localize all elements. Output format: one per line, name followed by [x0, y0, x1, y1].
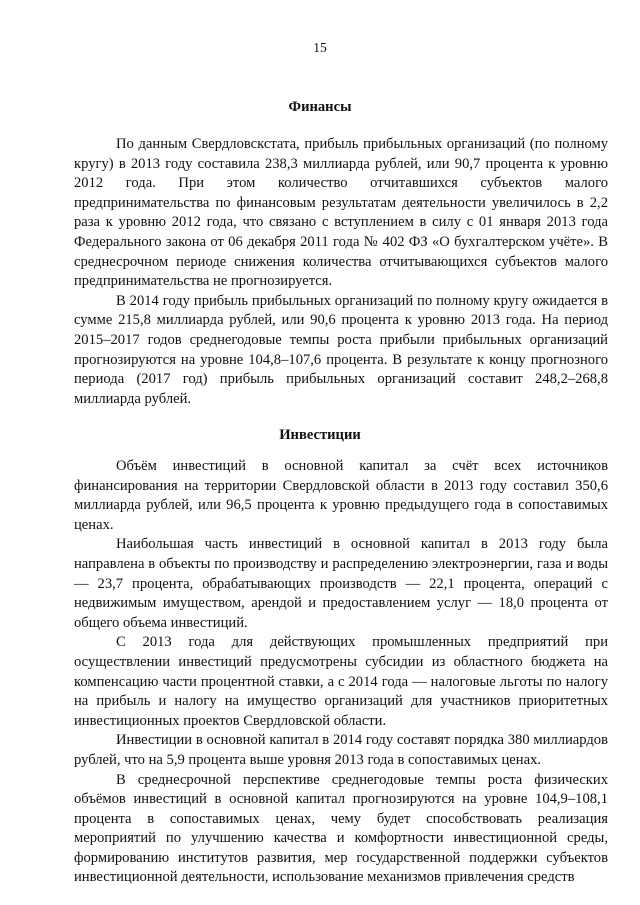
section-heading-investments: Инвестиции — [279, 427, 361, 443]
section-body-investments — [74, 457, 608, 888]
paragraph: В 2014 году прибыль прибыльных организаций по полному кругу ожидается в сумме 215,8 миллиарда рублей, или 90,6 процента к уровню 2013 года. На период 2015–2017 годов среднегодовые темпы роста прибыли прибыльных организаций прогнозируются на уровне 104,8–107,6 процента. В результате к концу прогнозного периода (2017 год) прибыль прибыльных организаций составит 248,2–268,8 миллиарда рублей. — [74, 292, 608, 407]
paragraph: Объём инвестиций в основной капитал за счёт всех источников финансирования на территории Свердловской области в 2013 году составил 350,6 миллиарда рублей, или 96,5 процента к уровню предыдущего года в сопоставимых ценах. — [74, 458, 608, 533]
section-body-finance — [74, 135, 608, 409]
paragraph: Инвестиции в основной капитал в 2014 году составят порядка 380 миллиардов рублей, что на 5,9 процента выше уровня 2013 года в сопоставимых ценах. — [74, 732, 608, 768]
paragraph: В среднесрочной перспективе среднегодовые темпы роста физических объёмов инвестиций в основной капитал прогнозируются на уровне 104,9–108,1 процента в сопоставимых ценах, чему будет способствовать реализация мероприятий по улучшению качества и комфортности инвестиционной среды, формированию институтов развития, мер государственной поддержки субъектов инвестиционной деятельности, использование механизмов привлечения средств — [74, 771, 608, 886]
paragraph: По данным Свердловскстата, прибыль прибыльных организаций (по полному кругу) в 2013 году составила 238,3 миллиарда рублей, или 90,7 процента к уровню 2012 года. При этом количество отчитавшихся субъектов малого предпринимательства по финансовым результатам деятельности увеличилось в 2,2 раза к уровню 2012 года, что связано с вступлением в силу с 01 января 2013 года Федерального закона от 06 декабря 2011 года № 402 ФЗ «О бухгалтерском учёте». В среднесрочном периоде снижения количества отчитывающихся субъектов малого предпринимательства не прогнозируется. — [74, 136, 608, 290]
page-number: 15 — [313, 40, 327, 55]
paragraph: Наибольшая часть инвестиций в основной капитал в 2013 году была направлена в объекты по производству и распределению электроэнергии, газа и воды — 23,7 процента, обрабатывающих производств — 22,1 процента, операций с недвижимым имуществом, арендой и предоставлением услуг — 18,0 процента от общего объема инвестиций. — [74, 536, 608, 631]
section-heading-finance: Финансы — [288, 99, 352, 115]
paragraph: С 2013 года для действующих промышленных предприятий при осуществлении инвестиций предусмотрены субсидии из областного бюджета на компенсацию части процентной ставки, а с 2014 года — налоговые льготы по налогу на прибыль и налогу на имущество организаций для участников приоритетных инвестиционных проектов Свердловской области. — [74, 634, 608, 729]
